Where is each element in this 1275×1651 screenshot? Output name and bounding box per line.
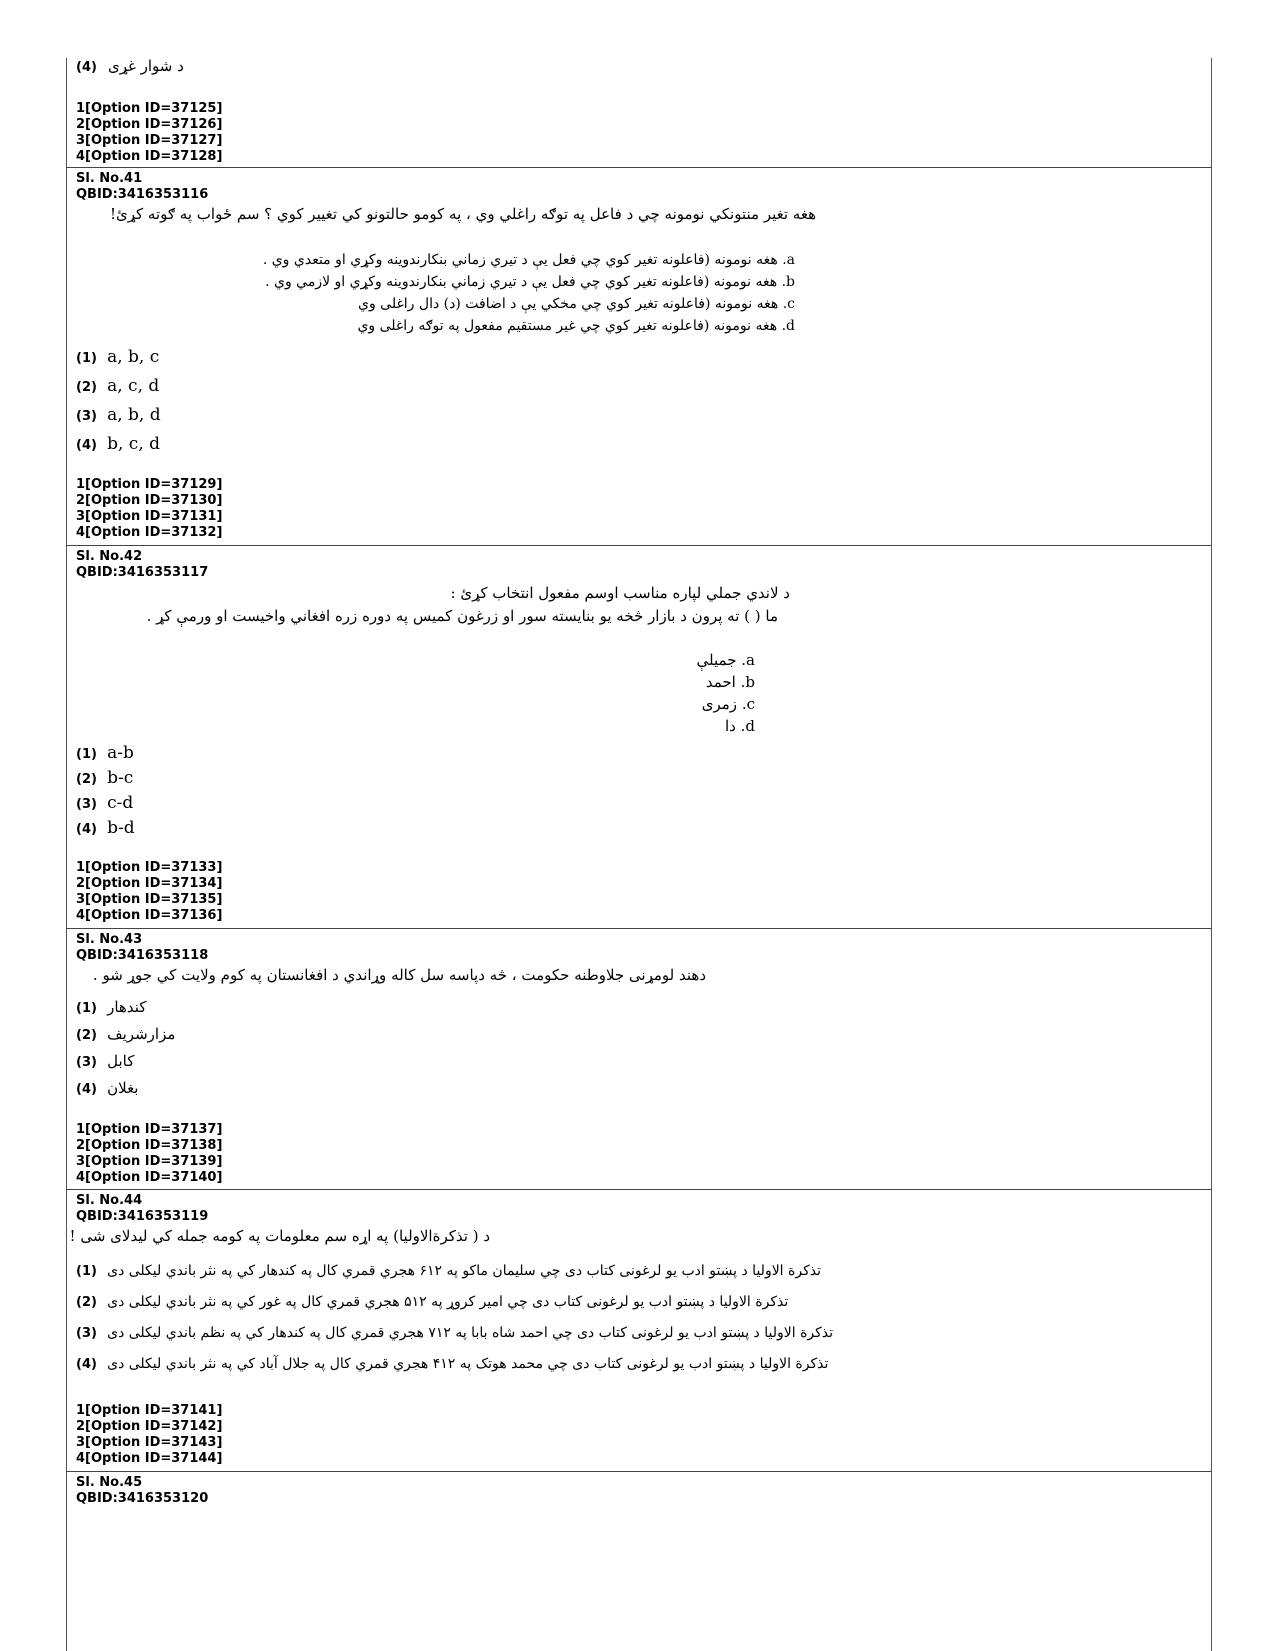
- option-id: 2[Option ID=37126]: [76, 117, 223, 132]
- answer-option[interactable]: (4) تذكرة الاوليا د پښتو ادب يو لرغونى كتاب دى چي محمد هوتک په ۴۱۲ هجري قمري كال په جلال آباد كي په نثر باندي ليكلى دى: [76, 1356, 829, 1372]
- answer-option[interactable]: (4) بغلان: [76, 1079, 139, 1097]
- answer-option[interactable]: (3) كابل: [76, 1052, 135, 1070]
- option-id: 1[Option ID=37125]: [76, 101, 223, 116]
- statement-d: d. هغه نومونه (فاعلونه تغير كوي چي غير مستقيم مفعول په توګه راغلى وي: [357, 318, 795, 334]
- section-divider: [66, 167, 1211, 168]
- option-id: 1[Option ID=37141]: [76, 1403, 223, 1418]
- option-id-list: [76, 1122, 222, 1186]
- answer-option[interactable]: (1) a, b, c: [76, 347, 160, 367]
- section-divider: [66, 545, 1211, 546]
- option-id-list: [76, 477, 222, 541]
- choice-c: c. زمرى: [701, 695, 755, 713]
- serial-number: Sl. No.41: [76, 171, 143, 186]
- section-divider: [66, 928, 1211, 929]
- question-bank-id: QBID:3416353120: [76, 1491, 209, 1506]
- option-id-list: [76, 1403, 222, 1467]
- option-text: د شوار غړی: [108, 57, 184, 75]
- option-id: 4[Option ID=37144]: [76, 1451, 223, 1466]
- question-header: [76, 932, 208, 964]
- answer-option[interactable]: (3) c-d: [76, 793, 134, 813]
- option-id: 2[Option ID=37134]: [76, 876, 223, 891]
- answer-option[interactable]: (2) a, c, d: [76, 376, 160, 396]
- section-divider: [66, 1189, 1211, 1190]
- question-header: [76, 171, 208, 203]
- option-id: 1[Option ID=37133]: [76, 860, 223, 875]
- serial-number: Sl. No.44: [76, 1193, 143, 1208]
- option-id: 3[Option ID=37131]: [76, 509, 223, 524]
- answer-option[interactable]: (4) b, c, d: [76, 434, 161, 454]
- question-bank-id: QBID:3416353118: [76, 948, 209, 963]
- statement-a: a. هغه نومونه (فاعلونه تغير كوي چي فعل يې د تيري زماني بنكارندوينه وكړي او متعدي وي .: [262, 252, 795, 268]
- choice-d: d. دا: [724, 717, 755, 735]
- statement-c: c. هغه نومونه (فاعلونه تغير كوي چي مخكي يې د اضافت (د) دال راغلى وي: [358, 296, 795, 312]
- choice-a: a. جميلې: [696, 651, 755, 669]
- statement-b: b. هغه نومونه (فاعلونه تغير كوي چي فعل يې د تيري زماني بنكارندوينه وكړي او لازمي وي .: [265, 274, 795, 290]
- option-id: 4[Option ID=37136]: [76, 908, 223, 923]
- question-stem: دهند لومړنى جلاوطنه حكومت ، څه دپاسه سل كاله وړاندي د افغانستان په كوم ولايت كي جوړ شو .: [92, 966, 706, 984]
- question-bank-id: QBID:3416353117: [76, 565, 209, 580]
- option-id: 3[Option ID=37139]: [76, 1154, 223, 1169]
- question-bank-id: QBID:3416353119: [76, 1209, 209, 1224]
- option-id: 4[Option ID=37128]: [76, 149, 223, 164]
- option-id: 4[Option ID=37132]: [76, 525, 223, 540]
- option-id: 3[Option ID=37135]: [76, 892, 223, 907]
- option-id: 3[Option ID=37127]: [76, 133, 223, 148]
- answer-option[interactable]: (2) b-c: [76, 768, 134, 788]
- question-stem: د ( تذكرةالاوليا) په اړه سم معلومات په كومه جمله كي ليدلاى شى !: [69, 1227, 490, 1245]
- section-divider: [66, 1471, 1211, 1472]
- answer-option[interactable]: (3) a, b, d: [76, 405, 161, 425]
- question-stem: د لاندي جملي لپاره مناسب اوسم مفعول انتخاب كړئ :: [450, 584, 790, 602]
- option-id: 1[Option ID=37137]: [76, 1122, 223, 1137]
- answer-option[interactable]: (1) a-b: [76, 743, 134, 763]
- answer-option[interactable]: (1) كندهار: [76, 998, 147, 1016]
- question-header: [76, 1193, 208, 1225]
- answer-option[interactable]: (2) تذكرة الاوليا د پښتو ادب يو لرغونى كتاب دى چي امير كروړ په ۵۱۲ هجري قمري كال په غور كي په نثر باندي ليكلى دى: [76, 1294, 789, 1310]
- option-id: 3[Option ID=37143]: [76, 1435, 223, 1450]
- serial-number: Sl. No.42: [76, 549, 143, 564]
- answer-option[interactable]: (3) تذكرة الاوليا د پښتو ادب يو لرغونى كتاب دى چي احمد شاه بابا په ۷۱۲ هجري قمري كال په كندهار كي په نظم باندي ليكلى دى: [76, 1325, 834, 1341]
- question-header: [76, 549, 208, 581]
- answer-option[interactable]: (4) b-d: [76, 818, 135, 838]
- answer-option[interactable]: (2) مزارشريف: [76, 1025, 176, 1043]
- option-id: 2[Option ID=37138]: [76, 1138, 223, 1153]
- option-id: 1[Option ID=37129]: [76, 477, 223, 492]
- question-stem: هغه تغير منتونكي نومونه چي د فاعل په توګه راغلي وي ، په كومو حالتونو كي تغيير كوي ؟ سم ځواب په ګوته كړئ!: [109, 205, 816, 223]
- question-sentence: ما ( ) ته پرون د بازار څخه يو بنايسته سور او زرغون كميس په دوره زره افغاني واخيست او ورمې كړ .: [146, 607, 778, 625]
- option-id: 2[Option ID=37142]: [76, 1419, 223, 1434]
- question-header: [76, 1475, 208, 1507]
- question-bank-id: QBID:3416353116: [76, 187, 209, 202]
- option-number: (4): [76, 60, 97, 75]
- choice-b: b. احمد: [705, 673, 755, 691]
- serial-number: Sl. No.43: [76, 932, 143, 947]
- option-id-list: [76, 101, 222, 165]
- option-id: 2[Option ID=37130]: [76, 493, 223, 508]
- answer-option[interactable]: (1) تذكرة الاوليا د پښتو ادب يو لرغونى كتاب دى چي سليمان ماكو په ۶۱۲ هجري قمري كال په كندهار كي په نثر باندي ليكلى دى: [76, 1263, 821, 1279]
- serial-number: Sl. No.45: [76, 1475, 143, 1490]
- option-id: 4[Option ID=37140]: [76, 1170, 223, 1185]
- option-id-list: [76, 860, 222, 924]
